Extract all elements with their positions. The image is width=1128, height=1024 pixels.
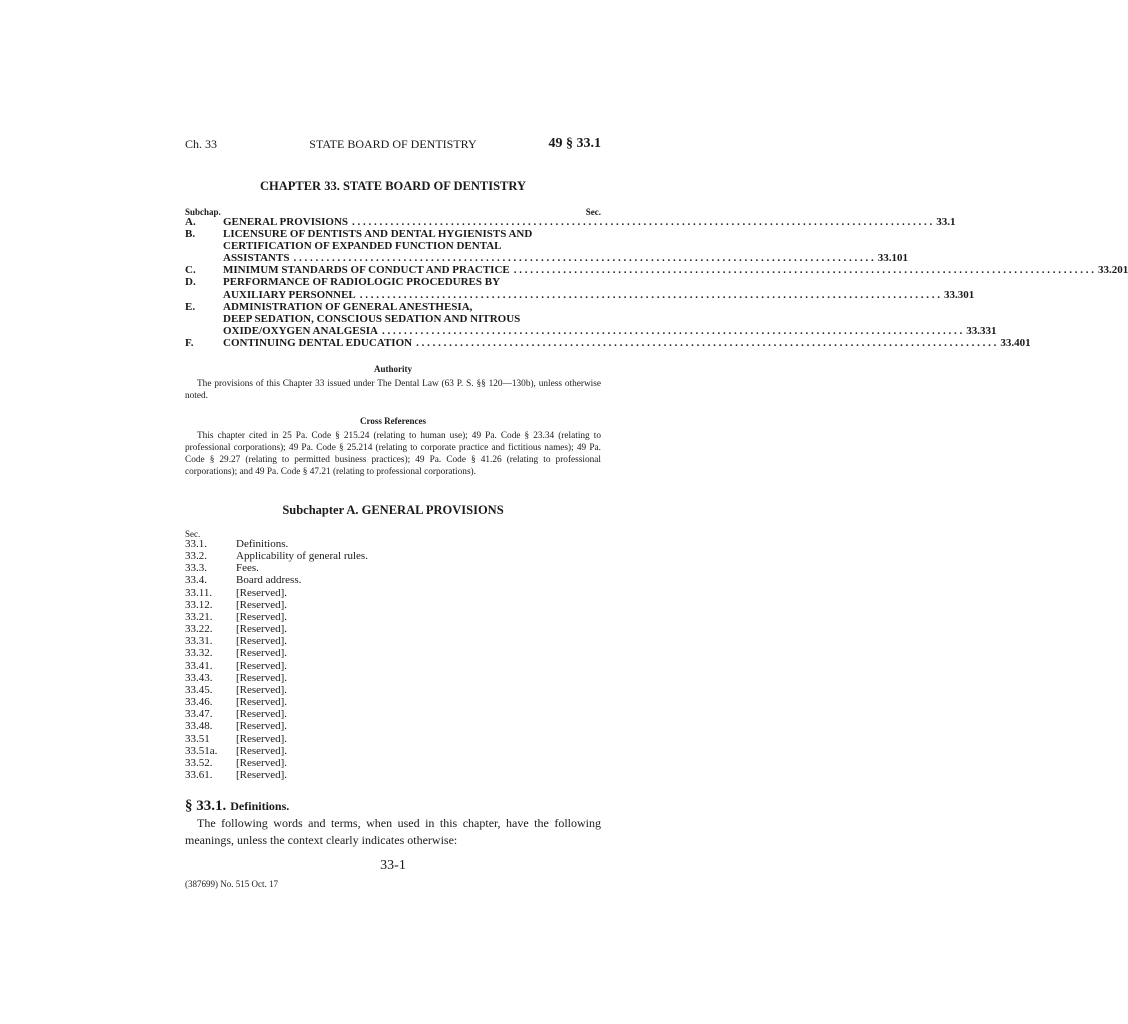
subchapter-table-of-contents <box>185 206 1128 349</box>
section-number: 33.46. <box>185 696 213 709</box>
section-name: [Reserved]. <box>236 683 288 696</box>
section-list-item <box>185 745 601 757</box>
section-number: 33.32. <box>185 647 213 660</box>
section-name: [Reserved]. <box>236 696 288 709</box>
section-number: 33.43. <box>185 671 213 684</box>
toc-entry-title: GENERAL PROVISIONS <box>223 216 349 228</box>
section-name: Fees. <box>236 562 259 575</box>
section-number: 33.51 <box>185 732 210 745</box>
section-number: 33.12. <box>185 598 213 611</box>
definitions-text: The following words and terms, when used in this chapter, have the following meanings, unless the context clearly indicates otherwise: <box>185 816 601 847</box>
toc-entry <box>185 336 1031 349</box>
toc-entry-section: 33.331 <box>966 324 997 337</box>
section-list-item <box>185 720 601 732</box>
toc-entry-section: 33.201 <box>1097 264 1128 277</box>
toc-entry-letter: F. <box>185 336 194 349</box>
toc-leader-dots <box>360 289 940 301</box>
footer-code: (387699) No. 515 Oct. 17 <box>185 879 278 889</box>
toc-leader-dots <box>416 337 996 349</box>
section-list-item <box>185 684 601 696</box>
authority-text: The provisions of this Chapter 33 issued under The Dental Law (63 P. S. §§ 120—130b), unless otherwise noted. <box>185 379 601 401</box>
toc-entry-section: 33.401 <box>1000 336 1031 349</box>
section-name: [Reserved]. <box>236 647 288 660</box>
section-name: [Reserved]. <box>236 598 288 611</box>
toc-leader-dots <box>293 252 873 264</box>
toc-entry <box>185 216 956 228</box>
section-name: [Reserved]. <box>236 732 288 745</box>
section-list-item <box>185 660 601 672</box>
cross-references-heading: Cross References <box>360 416 426 426</box>
section-number: 33.11. <box>185 586 213 599</box>
toc-entry <box>185 300 997 337</box>
toc-entry-title-line: LICENSURE OF DENTISTS AND DENTAL HYGIENISTS AND <box>223 228 533 241</box>
section-number: 33.22. <box>185 623 213 636</box>
section-name: Definitions. <box>236 538 289 550</box>
section-number: 33.31. <box>185 635 213 648</box>
running-head-title: STATE BOARD OF DENTISTRY <box>309 137 477 151</box>
section-list-item <box>185 574 601 586</box>
toc-leader-dots <box>352 216 932 228</box>
section-list-item <box>185 733 601 745</box>
section-list-item <box>185 611 601 623</box>
section-list-item <box>185 587 601 599</box>
section-number: 33.2. <box>185 550 207 563</box>
section-list-item <box>185 769 601 781</box>
section-number: 33.61. <box>185 768 213 781</box>
toc-entry-letter: B. <box>185 228 196 241</box>
section-name: [Reserved]. <box>236 720 288 733</box>
toc-entry-letter: D. <box>185 276 196 289</box>
section-name: Board address. <box>236 574 302 587</box>
section-number: 33.3. <box>185 562 207 575</box>
section-name: [Reserved]. <box>236 756 288 769</box>
section-list-item <box>185 623 601 635</box>
toc-col-subchap: Subchap. <box>185 207 221 217</box>
section-number: 33.4. <box>185 574 207 587</box>
section-name: [Reserved]. <box>236 586 288 599</box>
section-number: 33.41. <box>185 659 213 672</box>
toc-entry-section: 33.101 <box>877 252 908 265</box>
section-list-item <box>185 550 601 562</box>
authority-heading: Authority <box>374 364 412 374</box>
toc-entry-letter: E. <box>185 300 196 313</box>
toc-entry-title: AUXILIARY PERSONNEL <box>223 288 356 301</box>
running-head <box>185 137 601 157</box>
section-list-item <box>185 562 601 574</box>
toc-entry-letter: A. <box>185 216 196 228</box>
chapter-title: CHAPTER 33. STATE BOARD OF DENTISTRY <box>259 179 527 193</box>
section-list-item <box>185 708 601 720</box>
toc-leader-dots <box>514 264 1094 276</box>
cross-references-text: This chapter cited in 25 Pa. Code § 215.24 (relating to human use); 49 Pa. Code § 23.34 (relating to professional corporations); 49 Pa. Code § 25.214 (relating to corporate practice and fictitious names); 49 Pa. Code § 29.27 (relating to permitted business practices); 49 Pa. Code § 41.26 (relating to professional corporations); and 49 Pa. Code § 47.21 (relating to professional corporations). <box>185 431 601 477</box>
running-head-citation: 49 § 33.1 <box>548 136 601 151</box>
section-name: [Reserved]. <box>236 671 288 684</box>
toc-entry-title-line: ADMINISTRATION OF GENERAL ANESTHESIA, <box>223 300 473 313</box>
section-name: [Reserved]. <box>236 659 288 672</box>
toc-leader-dots <box>382 325 962 337</box>
section-name: [Reserved]. <box>236 744 288 757</box>
toc-entry-letter: C. <box>185 264 196 277</box>
section-number: 33.1. <box>185 538 207 550</box>
page-number: 33-1 <box>380 858 406 873</box>
toc-entry <box>185 276 975 301</box>
section-name: [Reserved]. <box>236 708 288 721</box>
section-number: 33.47. <box>185 708 213 721</box>
definitions-heading <box>185 797 601 815</box>
toc-header <box>185 206 601 216</box>
section-name: [Reserved]. <box>236 623 288 636</box>
section-name: [Reserved]. <box>236 610 288 623</box>
running-head-chapter: Ch. 33 <box>185 137 218 151</box>
section-name: Applicability of general rules. <box>236 550 368 563</box>
section-list-item <box>185 647 601 659</box>
definitions-section-number: § 33.1. <box>185 798 227 814</box>
toc-entry-section: 33.301 <box>944 288 975 301</box>
section-number: 33.52. <box>185 756 213 769</box>
section-name: [Reserved]. <box>236 768 288 781</box>
toc-entry <box>185 264 1128 277</box>
section-number: 33.48. <box>185 720 213 733</box>
section-list-item <box>185 696 601 708</box>
toc-entry-title: CONTINUING DENTAL EDUCATION <box>223 336 413 349</box>
section-list-item <box>185 672 601 684</box>
toc-entry-title: OXIDE/OXYGEN ANALGESIA <box>223 324 378 337</box>
toc-entry <box>185 228 908 265</box>
definitions-section-label: Definitions. <box>230 799 290 813</box>
toc-entry-title-line: PERFORMANCE OF RADIOLOGIC PROCEDURES BY <box>223 276 501 289</box>
toc-col-sec: Sec. <box>585 207 601 217</box>
section-list-item <box>185 599 601 611</box>
section-list-label: Sec. <box>185 529 201 539</box>
section-list-item <box>185 538 601 550</box>
section-list-item <box>185 757 601 769</box>
toc-entry-title: ASSISTANTS <box>223 252 290 265</box>
section-list-item <box>185 635 601 647</box>
section-number: 33.45. <box>185 683 213 696</box>
toc-entry-title-line: DEEP SEDATION, CONSCIOUS SEDATION AND NITROUS <box>223 312 521 325</box>
section-name: [Reserved]. <box>236 635 288 648</box>
section-list <box>185 528 601 781</box>
subchapter-title: Subchapter A. GENERAL PROVISIONS <box>282 503 504 517</box>
toc-entry-title-line: CERTIFICATION OF EXPANDED FUNCTION DENTAL <box>223 240 502 253</box>
section-number: 33.51a. <box>185 744 218 757</box>
section-number: 33.21. <box>185 610 213 623</box>
toc-entry-title: MINIMUM STANDARDS OF CONDUCT AND PRACTICE <box>223 264 510 277</box>
toc-entry-section: 33.1 <box>936 216 956 228</box>
